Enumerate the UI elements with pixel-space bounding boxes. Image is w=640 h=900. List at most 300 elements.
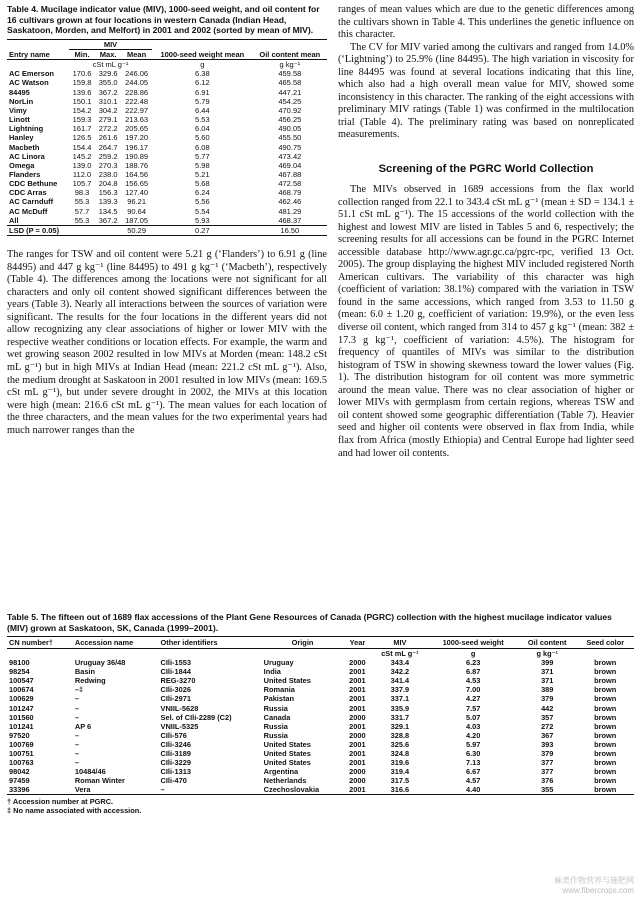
t5-cell: 272: [541, 721, 554, 731]
t5-h-miv: MIV: [393, 638, 407, 648]
t4-h-min: Min.: [74, 49, 90, 59]
t5-unit-tsw: g: [470, 649, 476, 659]
t5-cell: CIli-3026: [160, 685, 191, 695]
t5-cell: 6.23: [465, 658, 481, 668]
t5-cell: brown: [594, 694, 617, 704]
t5-row: [7, 713, 634, 722]
t4-cell: Vimy: [9, 105, 27, 115]
t4-cell: 228.86: [125, 87, 149, 97]
table4: [7, 39, 327, 236]
t5-cell: 399: [541, 658, 554, 668]
t5-cell: brown: [594, 784, 617, 794]
table5: [7, 636, 634, 795]
t4-cell: 246.06: [125, 69, 149, 79]
t4-cell: 204.8: [98, 179, 118, 189]
t4-cell: AC Carnduff: [9, 197, 54, 207]
t5-cell: 367: [541, 730, 554, 740]
t5-cell: 100769: [9, 739, 34, 749]
t4-cell: 5.60: [195, 133, 210, 143]
t5-cell: 2001: [349, 739, 366, 749]
t5-row: [7, 704, 634, 713]
t5-cell: 341.4: [390, 676, 410, 686]
t4-cell: 112.0: [72, 169, 92, 179]
t4-h-entry: Entry name: [9, 49, 50, 59]
t4-cell: 261.6: [98, 133, 118, 143]
t5-cell: 2001: [349, 784, 366, 794]
t4-cell: 105.7: [72, 179, 92, 189]
t4-cell: 5.77: [195, 151, 210, 161]
t5-cell: Vera: [74, 784, 91, 794]
t5-cell: 331.7: [390, 712, 410, 722]
t5-row: [7, 776, 634, 785]
t5-cell: 2001: [349, 685, 366, 695]
t5-cell: VNIIL-5325: [160, 721, 199, 731]
t5-cell: 337.9: [390, 685, 410, 695]
t5-cell: 4.20: [465, 730, 481, 740]
t4-row: [7, 197, 327, 206]
t4-cell: 462.46: [278, 197, 302, 207]
t5-cell: brown: [594, 775, 617, 785]
t5-cell: 371: [541, 667, 554, 677]
t5-cell: 4.03: [465, 721, 481, 731]
t5-cell: 2000: [349, 712, 366, 722]
t4-cell: AC Linora: [9, 151, 45, 161]
t5-h-oil: Oil content: [527, 638, 567, 648]
t4-cell: 134.5: [98, 206, 118, 216]
t4-cell: 154.2: [72, 105, 92, 115]
t4-cell: 470.92: [278, 105, 302, 115]
t4-row: [7, 207, 327, 216]
t5-cell: United States: [263, 676, 311, 686]
t5-row: [7, 694, 634, 703]
t4-cell: 190.89: [125, 151, 149, 161]
t4-row: [7, 143, 327, 152]
left-column: [7, 4, 327, 437]
t4-cell: CDC Arras: [9, 188, 47, 198]
t4-cell: 55.3: [74, 197, 90, 207]
t4-cell: 490.75: [278, 142, 302, 152]
t4-cell: 467.88: [278, 169, 302, 179]
t5-cell: 10484/46: [74, 766, 106, 776]
t5-h-year: Year: [349, 638, 366, 648]
t4-cell: 5.98: [195, 160, 210, 170]
t5-cell: 100547: [9, 676, 34, 686]
t4-h-mean: Mean: [127, 49, 147, 59]
t5-row: [7, 676, 634, 685]
t4-unit-miv: cSt mL g⁻¹: [92, 60, 129, 70]
right-body-text-1: ranges of mean values which are due to the genetic differences among the cultivars shown in Table 4. This underlines the genetic influence on this character.: [338, 4, 634, 41]
t5-cell: 2001: [349, 721, 366, 731]
t5-cell: 319.6: [390, 757, 410, 767]
t5-cell: 389: [541, 685, 554, 695]
t5-cell: brown: [594, 667, 617, 677]
watermark: [554, 876, 634, 896]
t5-cell: CIli-576: [160, 730, 187, 740]
t4-cell: 304.2: [98, 105, 118, 115]
t4-cell: 6.44: [195, 105, 210, 115]
t4-cell: 188.76: [125, 160, 149, 170]
t4-cell: 6.24: [195, 188, 210, 198]
t5-cell: AP 6: [74, 721, 92, 731]
t4-cell: Macbeth: [9, 142, 40, 152]
t5-cell: 316.6: [390, 784, 410, 794]
t4-cell: 355.0: [98, 78, 118, 88]
t5-cell: –: [74, 694, 79, 704]
t4-cell: 145.2: [72, 151, 92, 161]
t5-h-cn: CN number†: [9, 638, 53, 648]
t4-cell: NorLin: [9, 96, 34, 106]
t4-cell: 244.05: [125, 78, 149, 88]
t4-cell: 161.7: [72, 124, 92, 134]
t4-row: [7, 188, 327, 197]
t4-cell: 459.58: [278, 69, 302, 79]
t5-cell: –: [74, 739, 79, 749]
t4-unit-tsw: g: [200, 60, 205, 70]
t4-lsd-oil: 16.50: [280, 225, 300, 235]
t5-cell: 100751: [9, 748, 34, 758]
t5-h-tsw: 1000-seed weight: [442, 638, 504, 648]
t5-cell: brown: [594, 748, 617, 758]
t5-cell: –: [74, 757, 79, 767]
t4-row: [7, 106, 327, 115]
t5-cell: brown: [594, 685, 617, 695]
t5-cell: CIli-1844: [160, 667, 191, 677]
t5-cell: brown: [594, 658, 617, 668]
t5-cell: CIli-2971: [160, 694, 191, 704]
t5-cell: –: [74, 748, 79, 758]
t5-cell: brown: [594, 703, 617, 713]
t5-h-origin: Origin: [291, 638, 314, 648]
t4-cell: 238.0: [98, 169, 118, 179]
t4-cell: 5.79: [195, 96, 210, 106]
t4-row: [7, 133, 327, 142]
t4-cell: 156.65: [125, 179, 149, 189]
t4-cell: 454.25: [278, 96, 302, 106]
t5-cell: 100674: [9, 685, 34, 695]
t5-row: [7, 749, 634, 758]
t4-row: [7, 88, 327, 97]
t4-cell: 472.58: [278, 179, 302, 189]
t4-cell: 197.20: [125, 133, 149, 143]
t4-row: [7, 170, 327, 179]
t5-cell: 2001: [349, 667, 366, 677]
t5-cell: brown: [594, 739, 617, 749]
t5-cell: brown: [594, 676, 617, 686]
t4-h-tsw: 1000-seed weight mean: [160, 49, 245, 59]
left-body-text: The ranges for TSW and oil content were 5.21 g (‘Flanders’) to 6.91 g (line 84495) and 447 g kg⁻¹ (line 84495) to 491 g kg⁻¹ (‘Macbeth’), respectively (Table 4). The differences among the locations were not significant for all characters and only oil content showed significant differences between the years (Table 3). Nearly all interactions between the sources of variation were significant. The results for the four locations in the different years did not allow recognizing any clear associations of higher or lower MIV with the respective weather conditions or location effects. For example, the warm and wet growing season 2002 resulted in low MIVs at Morden (mean: 148.2 cSt mL g⁻¹) but in high MIVs at Indian Head (mean: 221.2 cSt mL g⁻¹). Also, the medium drought at Saskatoon in 2001 resulted in low MIVs (mean: 169.5 cSt mL g⁻¹), but under severe drought in 2002, the MIVs at this location were high (mean: 216.6 cSt mL g⁻¹). The mean values for each location of the three characters, and the mean values for the two experimental years had much narrower ranges than the: [7, 249, 327, 436]
t4-cell: 310.1: [98, 96, 118, 106]
t4-lsd-mean: 50.29: [127, 225, 146, 235]
t4-unit-oil: g kg⁻¹: [279, 60, 301, 70]
t5-unit-miv: cSt mL g⁻¹: [381, 649, 419, 659]
t4-row: [7, 179, 327, 188]
t4-cell: 57.7: [74, 206, 90, 216]
right-body-text-2: The CV for MIV varied among the cultivars and ranged from 14.0% (‘Lightning’) to 25.9% (line 84495). The high variation in viscosity for line 84495 was found at several locations indicating that this line, which also had a high overall mean value for MIV, showed some inconsistency in this character. The ranking of the eight accessions with preliminary MIV ratings (Table 1) was confirmed in the multilocation trial (Table 4). The preliminary rating was based on nonreplicated measurements.: [338, 41, 634, 141]
t5-cell: 335.9: [390, 703, 410, 713]
t5-cell: Argentina: [263, 766, 299, 776]
t4-cell: 465.58: [278, 78, 302, 88]
t5-cell: 33396: [9, 784, 30, 794]
t4-cell: 170.6: [72, 69, 92, 79]
t4-cell: 84495: [9, 87, 30, 97]
t5-cell: –: [74, 712, 79, 722]
t4-row: [7, 69, 327, 78]
t5-cell: Canada: [263, 712, 291, 722]
t4-cell: 481.29: [278, 206, 302, 216]
t4-lsd-max: [95, 225, 121, 235]
t5-cell: 2001: [349, 757, 366, 767]
table5-block: [7, 612, 634, 815]
t4-row: [7, 161, 327, 170]
t4-lsd-row: [7, 225, 327, 235]
t4-cell: Lightning: [9, 124, 44, 134]
t5-cell: 2000: [349, 730, 366, 740]
t5-cell: REG-3270: [160, 676, 196, 686]
t4-cell: 279.1: [98, 115, 118, 125]
t5-cell: United States: [263, 739, 311, 749]
t5-cell: 97459: [9, 775, 30, 785]
t5-cell: 377: [541, 757, 554, 767]
t4-spacer: [7, 39, 69, 49]
t4-row: [7, 216, 327, 226]
t4-row: [7, 78, 327, 87]
t5-cell: 343.4: [390, 658, 410, 668]
t4-h-oil: Oil content mean: [259, 49, 321, 59]
t5-cell: CIli-1313: [160, 766, 191, 776]
table5-body: [7, 658, 634, 794]
t4-cell: 139.3: [98, 197, 118, 207]
watermark-line2: www.fibercrops.com: [562, 886, 634, 895]
t4-cell: 213.63: [125, 115, 149, 125]
t5-cell: 4.53: [465, 676, 481, 686]
t4-cell: AC McDuff: [9, 206, 48, 216]
t4-cell: 164.56: [125, 169, 149, 179]
t4-cell: 367.2: [98, 215, 118, 225]
t5-cell: 100629: [9, 694, 34, 704]
t4-cell: 456.25: [278, 115, 302, 125]
t5-cell: Pakistan: [263, 694, 295, 704]
t5-cell: 6.87: [465, 667, 481, 677]
t5-cell: 4.57: [465, 775, 481, 785]
t4-cell: 5.93: [195, 215, 210, 225]
t5-cell: brown: [594, 766, 617, 776]
t5-row: [7, 731, 634, 740]
right-body-text-3: The MIVs observed in 1689 accessions from the flax world collection ranged from 22.1 to 343.4 cSt mL g⁻¹ (mean ± SD = 134.1 ± 51.1 cSt mL g⁻¹). The 15 accessions of the world collection with the highest and lowest MIV are listed in Tables 5 and 6, respectively; the screening results for all accessions can be found in the PGRC Internet accessible database http://www.agr.gc.ca/pgrc-rpc, verified 13 Oct. 2005). The group displaying the highest MIV included registered North American cultivars. The variability of this character was high (coefficient of variation: 38.1%) compared with the variation in TSW found in the same accessions, which ranged from 3.53 to 11.50 g (mean: 6.0 ± 1.20 g, coefficient of variation: 19.9%), or the even less diverse oil content, which ranged from 314 to 457 g kg⁻¹ (mean: 382 ± 17.3 g kg⁻¹, coefficient of variation: 4.5%). The histogram for frequency of quantiles of MIVs was similar to the distribution histogram of TSW in showing skewness toward the lower values (Fig. 1). The distribution histogram for oil content was more symmetric around the mean value. There was no clear association of higher or lower MIVs with germplasm from certain regions, whereas TSW and oil content showed some geographic differentiation (Table 7). Heavier seed and higher oil contents were observed in flax from India, while flax from Africa (mostly Ethiopia) and Central Europe had lighter seed and had lower oil contents.: [338, 184, 634, 459]
t4-cell: 447.21: [278, 87, 302, 97]
t5-row: [7, 667, 634, 676]
t4-cell: 5.54: [195, 206, 210, 216]
t5-row: [7, 685, 634, 694]
t5-row: [7, 740, 634, 749]
table4-body: [7, 69, 327, 225]
t4-cell: Hanley: [9, 133, 34, 143]
t5-cell: 2001: [349, 676, 366, 686]
t5-h-color: Seed color: [586, 638, 625, 648]
t5-cell: 101560: [9, 712, 34, 722]
t4-cell: 259.2: [98, 151, 118, 161]
t5-row: [7, 758, 634, 767]
t5-cell: Russia: [263, 703, 288, 713]
t4-cell: 55.3: [74, 215, 90, 225]
t5-cell: 4.27: [465, 694, 481, 704]
t5-cell: 6.67: [465, 766, 481, 776]
t5-cell: Uruguay 36/48: [74, 658, 126, 668]
t4-cell: 127.40: [125, 188, 149, 198]
t5-cell: 6.30: [465, 748, 481, 758]
t5-cell: 329.1: [390, 721, 410, 731]
t5-row: [7, 722, 634, 731]
t5-cell: 2000: [349, 766, 366, 776]
t4-row: [7, 97, 327, 106]
t4-cell: 222.48: [125, 96, 149, 106]
t5-row: [7, 658, 634, 667]
t5-cell: Netherlands: [263, 775, 307, 785]
t4-cell: 270.3: [98, 160, 118, 170]
t4-cell: 6.38: [195, 69, 210, 79]
t5-cell: brown: [594, 712, 617, 722]
t5-cell: –: [160, 784, 165, 794]
t5-cell: 319.4: [390, 766, 410, 776]
t4-cell: 468.37: [278, 215, 302, 225]
t5-cell: 355: [541, 784, 554, 794]
t5-cell: 100763: [9, 757, 34, 767]
t5-cell: 2001: [349, 694, 366, 704]
t5-row: [7, 767, 634, 776]
t4-row: [7, 152, 327, 161]
t5-cell: CIli-3246: [160, 739, 191, 749]
watermark-line1: 麻类作物营养与施肥网: [554, 876, 634, 885]
t4-cell: 5.68: [195, 179, 210, 189]
right-column: [338, 4, 634, 460]
t5-h-ids: Other identifiers: [160, 638, 218, 648]
t5-cell: CIli-3189: [160, 748, 191, 758]
t4-cell: 98.3: [74, 188, 90, 198]
t5-cell: 101241: [9, 721, 34, 731]
t5-cell: 442: [541, 703, 554, 713]
t4-cell: 264.7: [98, 142, 118, 152]
t5-cell: 101247: [9, 703, 34, 713]
t5-cell: Roman Winter: [74, 775, 125, 785]
t4-cell: 159.8: [72, 78, 92, 88]
t5-cell: 2000: [349, 658, 366, 668]
t5-cell: brown: [594, 721, 617, 731]
t5-cell: 4.40: [465, 784, 481, 794]
t4-h-max: Max.: [99, 49, 117, 59]
t5-cell: United States: [263, 757, 311, 767]
t4-cell: 196.17: [125, 142, 149, 152]
t5-cell: 376: [541, 775, 554, 785]
t4-cell: 205.65: [125, 124, 149, 134]
t4-lsd-min: [69, 225, 95, 235]
t5-cell: Russia: [263, 730, 288, 740]
t5-cell: CIli-470: [160, 775, 187, 785]
t5-cell: 97520: [9, 730, 30, 740]
t5-cell: 7.13: [465, 757, 481, 767]
t4-cell: 5.56: [195, 197, 210, 207]
t5-cell: Romania: [263, 685, 295, 695]
table5-footnote-2: ‡ No name associated with accession.: [7, 805, 142, 815]
t5-cell: India: [263, 667, 281, 677]
t5-cell: Czechoslovakia: [263, 784, 320, 794]
t5-cell: 7.57: [465, 703, 481, 713]
t5-cell: 317.5: [390, 775, 410, 785]
t5-cell: 324.8: [390, 748, 410, 758]
t5-h-name: Accession name: [74, 638, 134, 648]
t5-cell: 393: [541, 739, 554, 749]
t5-cell: brown: [594, 757, 617, 767]
t4-cell: 6.08: [195, 142, 210, 152]
t5-row: [7, 785, 634, 795]
t4-cell: AC Watson: [9, 78, 49, 88]
t4-cell: 159.3: [72, 115, 92, 125]
t5-cell: United States: [263, 748, 311, 758]
t4-cell: 469.04: [278, 160, 302, 170]
t4-cell: 455.50: [278, 133, 302, 143]
t4-row: [7, 115, 327, 124]
t5-cell: brown: [594, 730, 617, 740]
t4-cell: 156.3: [98, 188, 118, 198]
t5-cell: Uruguay: [263, 658, 294, 668]
t4-miv-group: MIV: [69, 39, 152, 49]
t5-cell: 379: [541, 694, 554, 704]
t4-cell: AC Emerson: [9, 69, 55, 79]
t4-cell: Omega: [9, 160, 35, 170]
t5-cell: 5.07: [465, 712, 481, 722]
t5-cell: CIli-3229: [160, 757, 191, 767]
t4-cell: 272.2: [98, 124, 118, 134]
t4-cell: 154.4: [72, 142, 92, 152]
t4-cell: 126.5: [72, 133, 92, 143]
t5-cell: 337.1: [390, 694, 410, 704]
table5-footnote-1: † Accession number at PGRC.: [7, 796, 114, 806]
t5-cell: Redwing: [74, 676, 106, 686]
t4-lsd-label: LSD (P = 0.05): [9, 225, 60, 235]
t4-cell: Flanders: [9, 169, 41, 179]
t4-cell: 222.97: [125, 105, 149, 115]
t5-cell: 7.00: [465, 685, 481, 695]
t4-lsd-tsw: 0.27: [195, 225, 210, 235]
t5-cell: 379: [541, 748, 554, 758]
t5-cell: 5.97: [465, 739, 481, 749]
t5-cell: Basin: [74, 667, 96, 677]
t5-cell: 98042: [9, 766, 30, 776]
t5-cell: 98254: [9, 667, 30, 677]
section-heading: Screening of the PGRC World Collection: [378, 163, 594, 176]
t5-cell: VNIIL-5628: [160, 703, 199, 713]
t4-cell: All: [9, 215, 19, 225]
t4-cell: 473.42: [278, 151, 302, 161]
t4-cell: 6.04: [195, 124, 210, 134]
t5-cell: 371: [541, 676, 554, 686]
t4-row: [7, 124, 327, 133]
t5-cell: –: [74, 730, 79, 740]
t4-cell: 367.2: [98, 87, 118, 97]
t4-cell: 490.05: [278, 124, 302, 134]
t5-cell: 357: [541, 712, 554, 722]
t5-cell: 2000: [349, 775, 366, 785]
t4-cell: 5.21: [195, 169, 210, 179]
t4-cell: 468.79: [278, 188, 302, 198]
t4-cell: 187.05: [125, 215, 149, 225]
t4-cell: 6.12: [195, 78, 210, 88]
t5-cell: 2001: [349, 748, 366, 758]
t4-cell: 6.91: [195, 87, 210, 97]
t4-cell: 139.0: [72, 160, 92, 170]
t5-cell: 342.2: [390, 667, 410, 677]
t5-cell: CIli-1553: [160, 658, 191, 668]
t4-cell: 96.21: [127, 197, 146, 207]
t5-unit-oil: g kg⁻¹: [536, 649, 559, 659]
